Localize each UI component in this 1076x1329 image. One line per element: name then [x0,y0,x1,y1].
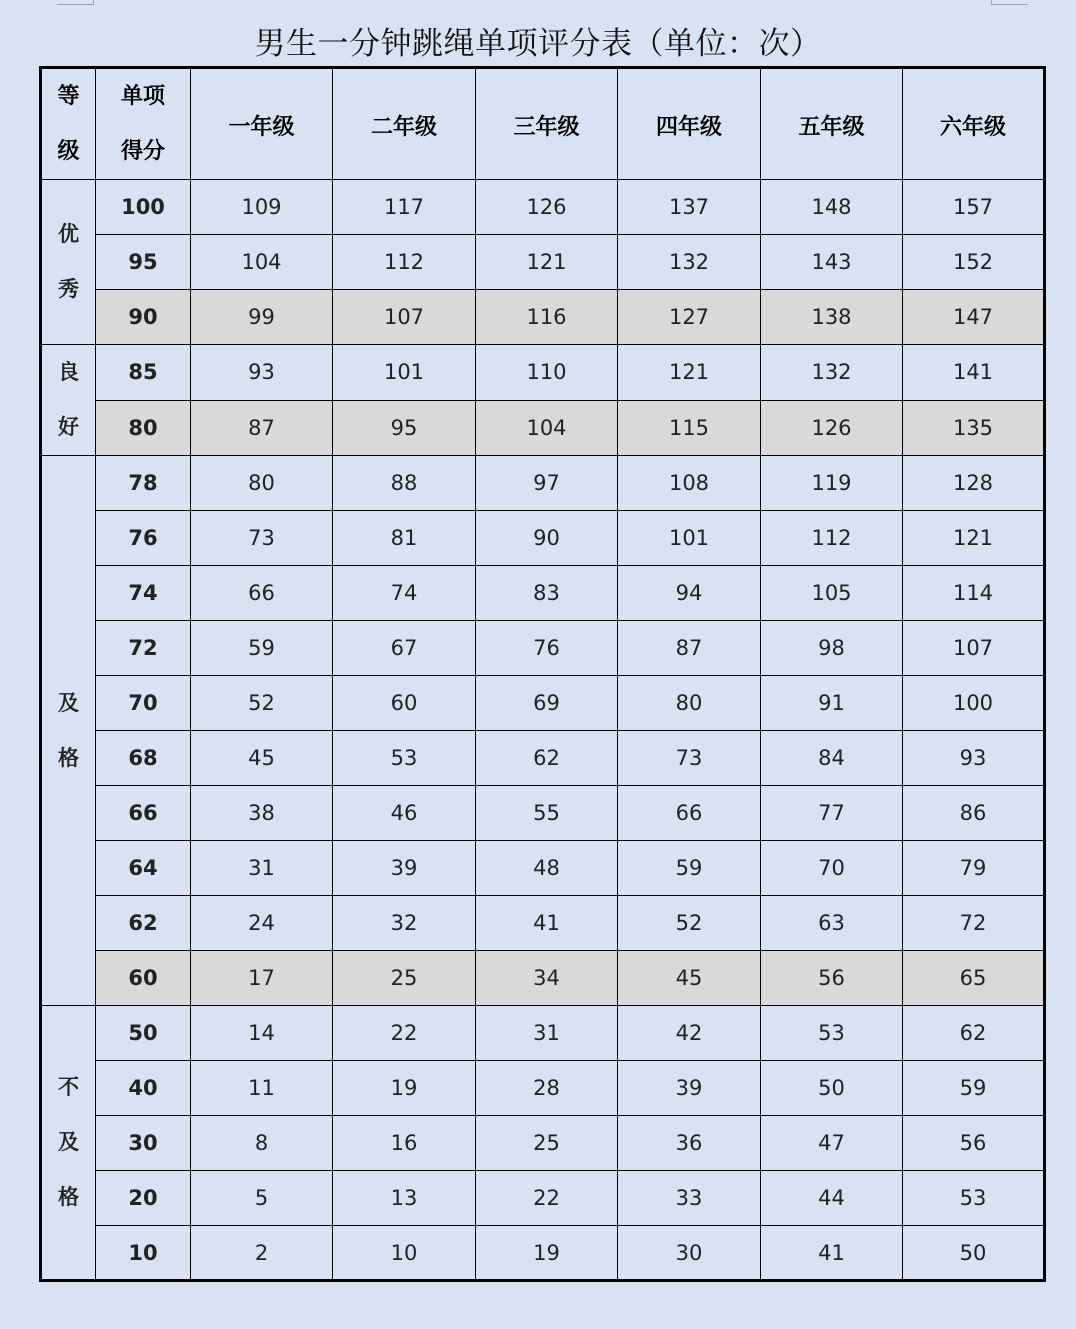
value-cell: 87 [618,621,761,676]
value-cell: 88 [333,456,476,511]
header-level-char: 等 [57,84,80,109]
value-cell: 93 [191,345,333,401]
value-cell: 17 [191,951,333,1006]
value-cell: 90 [476,511,618,566]
value-cell: 80 [618,676,761,731]
value-cell: 34 [476,951,618,1006]
page-title: 男生一分钟跳绳单项评分表（单位：次） [254,26,822,62]
score-cell: 40 [96,1061,191,1116]
table-row [41,896,1045,951]
value-cell: 41 [476,896,618,951]
value-cell: 147 [903,290,1045,345]
score-cell: 10 [96,1226,191,1281]
level-char: 良 [58,360,79,384]
value-cell: 128 [903,456,1045,511]
value-cell: 62 [476,731,618,786]
value-cell: 56 [903,1116,1045,1171]
header-score-line: 得分 [120,139,165,164]
value-cell: 87 [191,400,333,456]
value-cell: 73 [191,511,333,566]
value-cell: 148 [761,180,903,235]
value-cell: 121 [903,511,1045,566]
table-row [41,1116,1045,1171]
value-cell: 69 [476,676,618,731]
value-cell: 73 [618,731,761,786]
score-cell: 74 [96,566,191,621]
value-cell: 107 [333,290,476,345]
value-cell: 152 [903,235,1045,290]
score-cell: 64 [96,841,191,896]
value-cell: 91 [761,676,903,731]
table-row [41,621,1045,676]
value-cell: 2 [191,1226,333,1281]
table-row [41,951,1045,1006]
level-char: 格 [58,1185,79,1209]
value-cell: 25 [476,1116,618,1171]
score-cell: 70 [96,676,191,731]
value-cell: 80 [191,456,333,511]
value-cell: 63 [761,896,903,951]
value-cell: 116 [476,290,618,345]
level-cell [41,1006,96,1281]
value-cell: 70 [761,841,903,896]
value-cell: 62 [903,1006,1045,1061]
value-cell: 66 [191,566,333,621]
header-grade-4: 四年级 [618,68,761,180]
header-grade-2: 二年级 [333,68,476,180]
value-cell: 53 [761,1006,903,1061]
score-cell: 50 [96,1006,191,1061]
value-cell: 5 [191,1171,333,1226]
level-char: 格 [58,745,79,770]
header-grade-1: 一年级 [191,68,333,180]
value-cell: 83 [476,566,618,621]
value-cell: 10 [333,1226,476,1281]
value-cell: 77 [761,786,903,841]
value-cell: 67 [333,621,476,676]
value-cell: 14 [191,1006,333,1061]
table-row [41,290,1045,345]
value-cell: 38 [191,786,333,841]
corner-crop-mark-left [57,0,94,5]
value-cell: 52 [191,676,333,731]
score-table [39,66,1046,1282]
value-cell: 104 [191,235,333,290]
value-cell: 48 [476,841,618,896]
value-cell: 76 [476,621,618,676]
value-cell: 109 [191,180,333,235]
table-row [41,400,1045,456]
value-cell: 33 [618,1171,761,1226]
value-cell: 107 [903,621,1045,676]
value-cell: 72 [903,896,1045,951]
table-row [41,511,1045,566]
value-cell: 132 [618,235,761,290]
value-cell: 84 [761,731,903,786]
table-row [41,456,1045,511]
score-cell: 30 [96,1116,191,1171]
value-cell: 101 [618,511,761,566]
score-cell: 76 [96,511,191,566]
header-score-line: 单项 [120,84,165,109]
corner-crop-mark-right [991,0,1028,5]
header-level-char: 级 [57,139,80,164]
value-cell: 45 [618,951,761,1006]
level-char: 及 [58,1130,79,1154]
level-char: 不 [58,1075,79,1099]
value-cell: 112 [761,511,903,566]
score-cell: 72 [96,621,191,676]
value-cell: 81 [333,511,476,566]
table-row [41,566,1045,621]
value-cell: 137 [618,180,761,235]
level-char: 及 [58,690,79,715]
value-cell: 108 [618,456,761,511]
score-cell: 66 [96,786,191,841]
value-cell: 59 [903,1061,1045,1116]
table-row [41,841,1045,896]
value-cell: 138 [761,290,903,345]
value-cell: 45 [191,731,333,786]
value-cell: 22 [476,1171,618,1226]
value-cell: 126 [761,400,903,456]
value-cell: 22 [333,1006,476,1061]
value-cell: 60 [333,676,476,731]
score-cell: 100 [96,180,191,235]
value-cell: 141 [903,345,1045,401]
score-cell: 78 [96,456,191,511]
value-cell: 112 [333,235,476,290]
level-cell [41,180,96,345]
value-cell: 19 [333,1061,476,1116]
value-cell: 32 [333,896,476,951]
value-cell: 99 [191,290,333,345]
table-row [41,345,1045,401]
level-cell [41,345,96,456]
value-cell: 13 [333,1171,476,1226]
value-cell: 53 [903,1171,1045,1226]
score-cell: 20 [96,1171,191,1226]
value-cell: 11 [191,1061,333,1116]
value-cell: 24 [191,896,333,951]
table-header-row [41,68,1045,180]
table-row [41,731,1045,786]
value-cell: 98 [761,621,903,676]
value-cell: 47 [761,1116,903,1171]
value-cell: 25 [333,951,476,1006]
value-cell: 56 [761,951,903,1006]
value-cell: 101 [333,345,476,401]
value-cell: 65 [903,951,1045,1006]
score-cell: 62 [96,896,191,951]
header-grade-3: 三年级 [476,68,618,180]
value-cell: 132 [761,345,903,401]
value-cell: 52 [618,896,761,951]
value-cell: 66 [618,786,761,841]
table-row [41,1061,1045,1116]
value-cell: 53 [333,731,476,786]
table-row [41,786,1045,841]
value-cell: 30 [618,1226,761,1281]
value-cell: 110 [476,345,618,401]
value-cell: 135 [903,400,1045,456]
table-row [41,180,1045,235]
value-cell: 117 [333,180,476,235]
value-cell: 39 [618,1061,761,1116]
value-cell: 127 [618,290,761,345]
value-cell: 119 [761,456,903,511]
value-cell: 28 [476,1061,618,1116]
value-cell: 105 [761,566,903,621]
value-cell: 50 [761,1061,903,1116]
value-cell: 93 [903,731,1045,786]
value-cell: 16 [333,1116,476,1171]
value-cell: 121 [476,235,618,290]
level-char: 秀 [58,277,79,301]
value-cell: 104 [476,400,618,456]
value-cell: 121 [618,345,761,401]
table-row [41,676,1045,731]
header-score [96,68,191,180]
value-cell: 94 [618,566,761,621]
value-cell: 143 [761,235,903,290]
value-cell: 59 [191,621,333,676]
table-row [41,1226,1045,1281]
value-cell: 100 [903,676,1045,731]
level-char: 好 [58,415,79,439]
header-grade-6: 六年级 [903,68,1045,180]
table-row [41,1171,1045,1226]
value-cell: 41 [761,1226,903,1281]
value-cell: 114 [903,566,1045,621]
value-cell: 55 [476,786,618,841]
value-cell: 8 [191,1116,333,1171]
value-cell: 95 [333,400,476,456]
score-cell: 95 [96,235,191,290]
score-cell: 90 [96,290,191,345]
table-row [41,1006,1045,1061]
value-cell: 86 [903,786,1045,841]
level-cell [41,456,96,1006]
value-cell: 36 [618,1116,761,1171]
value-cell: 31 [191,841,333,896]
table-row [41,235,1045,290]
level-char: 优 [58,222,79,246]
value-cell: 42 [618,1006,761,1061]
value-cell: 19 [476,1226,618,1281]
score-cell: 85 [96,345,191,401]
value-cell: 59 [618,841,761,896]
value-cell: 46 [333,786,476,841]
value-cell: 31 [476,1006,618,1061]
value-cell: 74 [333,566,476,621]
value-cell: 50 [903,1226,1045,1281]
value-cell: 79 [903,841,1045,896]
value-cell: 126 [476,180,618,235]
score-cell: 60 [96,951,191,1006]
header-level [41,68,96,180]
value-cell: 97 [476,456,618,511]
score-cell: 68 [96,731,191,786]
value-cell: 44 [761,1171,903,1226]
value-cell: 39 [333,841,476,896]
header-grade-5: 五年级 [761,68,903,180]
value-cell: 157 [903,180,1045,235]
score-cell: 80 [96,400,191,456]
value-cell: 115 [618,400,761,456]
